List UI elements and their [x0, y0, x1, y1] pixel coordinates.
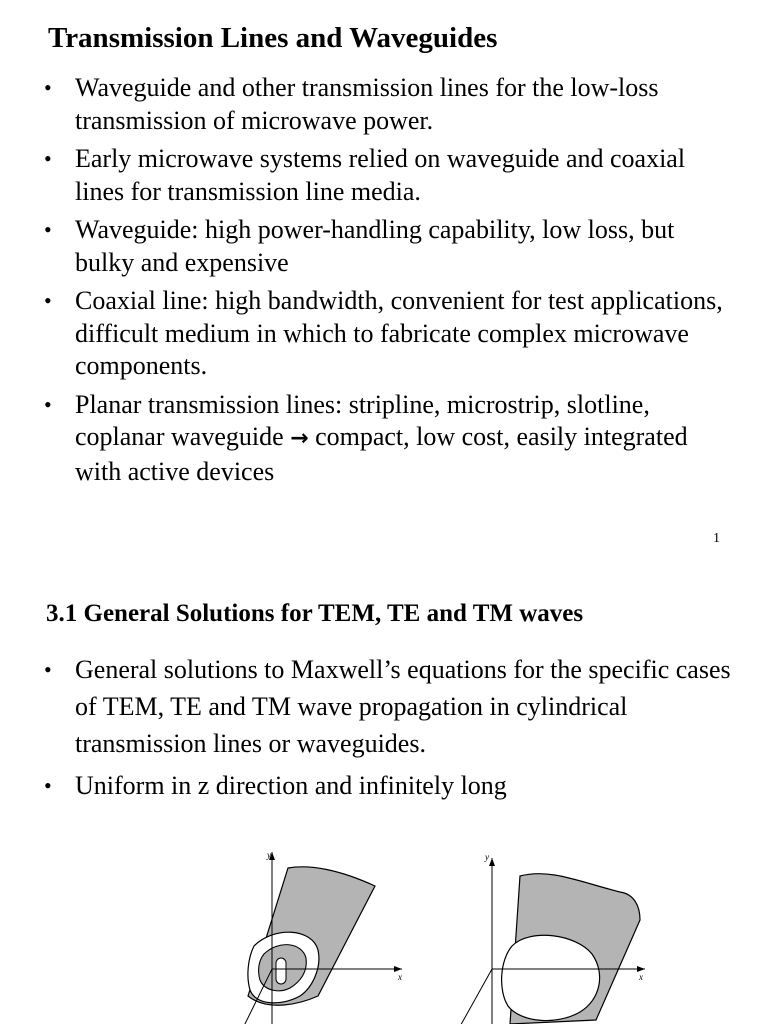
bullet-text: General solutions to Maxwell’s equations for the specific cases of TEM, TE and TM wave propagation in cylindrical transmission lines or waveguides. — [75, 655, 731, 758]
bullet-text: Waveguide and other transmission lines for the low-loss transmission of microwave power. — [75, 73, 659, 135]
two-conductor-line-drawing — [242, 850, 402, 1024]
bullet-item — [44, 767, 734, 804]
bullet-item — [44, 389, 734, 489]
transmission-line-figure — [220, 830, 650, 1024]
bullet-item — [44, 285, 734, 383]
bullet-text: Early microwave systems relied on waveguide and coaxial lines for transmission line media. — [75, 144, 686, 206]
bullet-text: Uniform in z direction and infinitely long — [75, 771, 507, 800]
right-arrow-icon: → — [290, 426, 309, 451]
axis-label: y — [267, 850, 271, 860]
bullet-icon: • — [44, 657, 52, 682]
bullet-text-start: Planar transmission lines: stripline, microstrip, slotline, coplanar waveguide — [75, 389, 650, 451]
slide-title: Transmission Lines and Waveguides — [48, 22, 498, 54]
bullet-text: Waveguide: high power-handling capability, low loss, but bulky and expensive — [75, 215, 675, 277]
bullet-item — [44, 651, 734, 762]
waveguide-cross-section — [502, 935, 600, 1020]
axis-label: x — [639, 972, 643, 982]
waveguide-drawing — [458, 852, 645, 1024]
section-title: 3.1 General Solutions for TEM, TE and TM waves — [46, 600, 584, 627]
bullet-item — [44, 72, 734, 137]
bullet-icon: • — [44, 288, 52, 313]
bullet-list — [44, 651, 734, 809]
bullet-icon: • — [44, 217, 52, 242]
bullet-list — [44, 72, 734, 494]
bullet-icon: • — [44, 773, 52, 798]
bullet-item — [44, 214, 734, 279]
bullet-text: Coaxial line: high bandwidth, convenient for test applications, difficult medium in which to fabricate complex microwave components. — [75, 286, 723, 380]
bullet-item — [44, 143, 734, 208]
bullet-icon: • — [44, 75, 52, 100]
axis-label: x — [398, 972, 402, 982]
bullet-icon: • — [44, 146, 52, 171]
page-number: 1 — [713, 531, 720, 546]
inner-strip-conductor — [276, 958, 286, 984]
bullet-text-end: compact, low cost, easily integrated with active devices — [75, 422, 688, 486]
axis-label: y — [485, 852, 489, 862]
bullet-icon: • — [44, 391, 52, 417]
